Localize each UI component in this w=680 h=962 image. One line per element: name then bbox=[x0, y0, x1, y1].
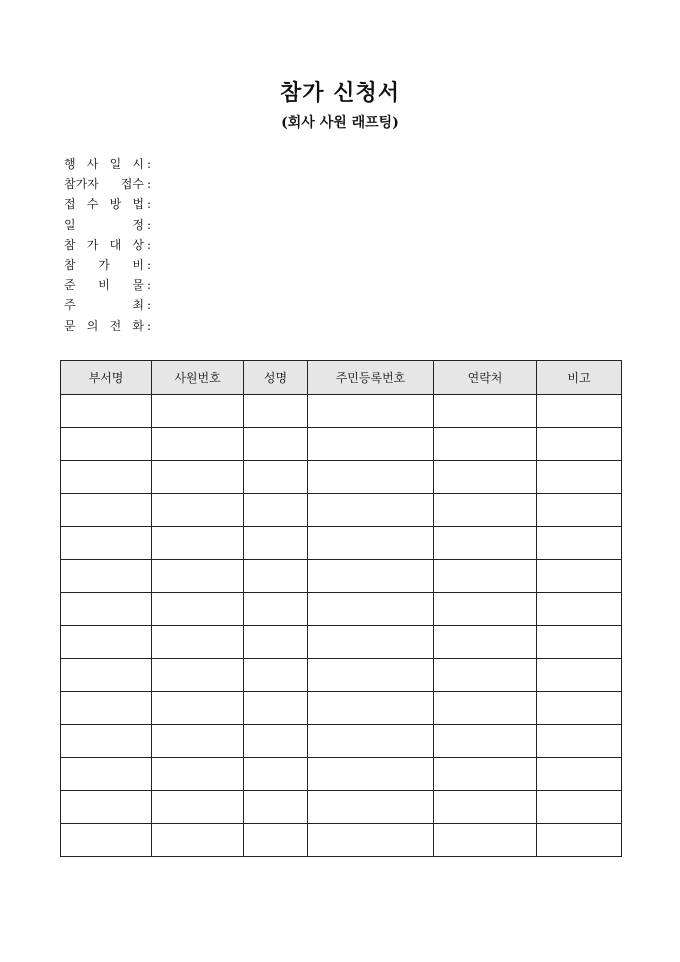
info-field bbox=[64, 174, 154, 194]
employee-number-cell[interactable] bbox=[152, 791, 244, 824]
info-field-label: 행 사 일 시 bbox=[64, 157, 144, 171]
department-cell[interactable] bbox=[61, 758, 152, 791]
resident-number-cell[interactable] bbox=[308, 692, 434, 725]
department-cell[interactable] bbox=[61, 593, 152, 626]
table-body bbox=[61, 395, 622, 857]
table-header-row bbox=[61, 361, 622, 395]
contact-cell[interactable] bbox=[434, 791, 537, 824]
info-field-label: 주 최 bbox=[64, 298, 144, 313]
table-row bbox=[61, 659, 622, 692]
info-field bbox=[64, 154, 154, 174]
remarks-cell[interactable] bbox=[537, 560, 622, 593]
table-row bbox=[61, 692, 622, 725]
resident-number-cell[interactable] bbox=[308, 659, 434, 692]
resident-number-cell[interactable] bbox=[308, 494, 434, 527]
info-field-colon: : bbox=[146, 177, 152, 192]
info-field-colon: : bbox=[146, 157, 152, 171]
department-cell[interactable] bbox=[61, 824, 152, 857]
contact-cell[interactable] bbox=[434, 692, 537, 725]
info-field-colon: : bbox=[146, 257, 152, 272]
info-field-label: 일 정 bbox=[64, 217, 144, 232]
document-title: 참가 신청서 bbox=[280, 80, 400, 106]
info-field bbox=[64, 295, 154, 315]
department-cell[interactable] bbox=[61, 560, 152, 593]
employee-number-cell[interactable] bbox=[152, 395, 244, 428]
info-field-colon: : bbox=[146, 318, 152, 333]
resident-number-cell[interactable] bbox=[308, 791, 434, 824]
info-field-colon: : bbox=[146, 197, 152, 212]
name-cell[interactable] bbox=[244, 725, 308, 758]
info-field bbox=[64, 235, 154, 255]
name-cell[interactable] bbox=[244, 560, 308, 593]
table-row bbox=[61, 395, 622, 428]
participant-table bbox=[60, 360, 622, 857]
name-cell[interactable] bbox=[244, 461, 308, 494]
name-cell[interactable] bbox=[244, 395, 308, 428]
remarks-cell[interactable] bbox=[537, 791, 622, 824]
resident-number-cell[interactable] bbox=[308, 461, 434, 494]
employee-number-cell[interactable] bbox=[152, 527, 244, 560]
name-cell[interactable] bbox=[244, 494, 308, 527]
name-cell[interactable] bbox=[244, 593, 308, 626]
employee-number-cell[interactable] bbox=[152, 692, 244, 725]
column-header-name: 성명 bbox=[244, 361, 308, 395]
remarks-cell[interactable] bbox=[537, 395, 622, 428]
remarks-cell[interactable] bbox=[537, 593, 622, 626]
table-row bbox=[61, 824, 622, 857]
remarks-cell[interactable] bbox=[537, 659, 622, 692]
info-field-label: 참가자 접수 bbox=[64, 177, 144, 192]
remarks-cell[interactable] bbox=[537, 461, 622, 494]
remarks-cell[interactable] bbox=[537, 527, 622, 560]
table-row bbox=[61, 527, 622, 560]
resident-number-cell[interactable] bbox=[308, 626, 434, 659]
contact-cell[interactable] bbox=[434, 824, 537, 857]
remarks-cell[interactable] bbox=[537, 824, 622, 857]
table-row bbox=[61, 494, 622, 527]
column-header-employee-number: 사원번호 bbox=[152, 361, 244, 395]
department-cell[interactable] bbox=[61, 494, 152, 527]
remarks-cell[interactable] bbox=[537, 626, 622, 659]
name-cell[interactable] bbox=[244, 758, 308, 791]
department-cell[interactable] bbox=[61, 725, 152, 758]
department-cell[interactable] bbox=[61, 428, 152, 461]
resident-number-cell[interactable] bbox=[308, 593, 434, 626]
table-row bbox=[61, 593, 622, 626]
name-cell[interactable] bbox=[244, 626, 308, 659]
info-field-label: 참 가 대 상 bbox=[64, 237, 144, 252]
info-field-label: 접 수 방 법 bbox=[64, 197, 144, 212]
info-field bbox=[64, 215, 154, 235]
table-row bbox=[61, 758, 622, 791]
contact-cell[interactable] bbox=[434, 626, 537, 659]
contact-cell[interactable] bbox=[434, 758, 537, 791]
contact-cell[interactable] bbox=[434, 494, 537, 527]
name-cell[interactable] bbox=[244, 659, 308, 692]
info-field-colon: : bbox=[146, 278, 152, 293]
name-cell[interactable] bbox=[244, 824, 308, 857]
column-header-remarks: 비고 bbox=[537, 361, 622, 395]
info-field-label: 준 비 물 bbox=[64, 278, 144, 293]
department-cell[interactable] bbox=[61, 461, 152, 494]
info-field-colon: : bbox=[146, 298, 152, 313]
remarks-cell[interactable] bbox=[537, 428, 622, 461]
contact-cell[interactable] bbox=[434, 461, 537, 494]
table-row bbox=[61, 560, 622, 593]
info-field-colon: : bbox=[146, 237, 152, 252]
department-cell[interactable] bbox=[61, 791, 152, 824]
employee-number-cell[interactable] bbox=[152, 758, 244, 791]
contact-cell[interactable] bbox=[434, 659, 537, 692]
resident-number-cell[interactable] bbox=[308, 824, 434, 857]
info-field-label: 문 의 전 화 bbox=[64, 318, 144, 333]
name-cell[interactable] bbox=[244, 692, 308, 725]
department-cell[interactable] bbox=[61, 659, 152, 692]
employee-number-cell[interactable] bbox=[152, 824, 244, 857]
employee-number-cell[interactable] bbox=[152, 659, 244, 692]
contact-cell[interactable] bbox=[434, 725, 537, 758]
table-row bbox=[61, 428, 622, 461]
employee-number-cell[interactable] bbox=[152, 626, 244, 659]
column-header-department: 부서명 bbox=[61, 361, 152, 395]
department-cell[interactable] bbox=[61, 626, 152, 659]
contact-cell[interactable] bbox=[434, 593, 537, 626]
table-header bbox=[61, 361, 622, 395]
contact-cell[interactable] bbox=[434, 428, 537, 461]
info-field bbox=[64, 255, 154, 275]
employee-number-cell[interactable] bbox=[152, 560, 244, 593]
resident-number-cell[interactable] bbox=[308, 527, 434, 560]
employee-number-cell[interactable] bbox=[152, 725, 244, 758]
info-field bbox=[64, 275, 154, 295]
contact-cell[interactable] bbox=[434, 527, 537, 560]
info-field-label: 참 가 비 bbox=[64, 257, 144, 272]
department-cell[interactable] bbox=[61, 692, 152, 725]
info-field-colon: : bbox=[146, 217, 152, 232]
employee-number-cell[interactable] bbox=[152, 428, 244, 461]
resident-number-cell[interactable] bbox=[308, 560, 434, 593]
employee-number-cell[interactable] bbox=[152, 593, 244, 626]
column-header-resident-number: 주민등록번호 bbox=[308, 361, 434, 395]
name-cell[interactable] bbox=[244, 527, 308, 560]
info-field bbox=[64, 194, 154, 214]
resident-number-cell[interactable] bbox=[308, 428, 434, 461]
contact-cell[interactable] bbox=[434, 560, 537, 593]
remarks-cell[interactable] bbox=[537, 758, 622, 791]
name-cell[interactable] bbox=[244, 791, 308, 824]
department-cell[interactable] bbox=[61, 395, 152, 428]
table-row bbox=[61, 626, 622, 659]
remarks-cell[interactable] bbox=[537, 692, 622, 725]
resident-number-cell[interactable] bbox=[308, 395, 434, 428]
table-row bbox=[61, 725, 622, 758]
resident-number-cell[interactable] bbox=[308, 725, 434, 758]
column-header-contact: 연락처 bbox=[434, 361, 537, 395]
table-row bbox=[61, 461, 622, 494]
contact-cell[interactable] bbox=[434, 395, 537, 428]
name-cell[interactable] bbox=[244, 428, 308, 461]
remarks-cell[interactable] bbox=[537, 494, 622, 527]
department-cell[interactable] bbox=[61, 527, 152, 560]
employee-number-cell[interactable] bbox=[152, 461, 244, 494]
resident-number-cell[interactable] bbox=[308, 758, 434, 791]
document-subtitle: (회사 사원 래프팅) bbox=[281, 115, 399, 131]
table-row bbox=[61, 791, 622, 824]
info-field bbox=[64, 316, 154, 336]
info-field-list bbox=[64, 154, 154, 336]
employee-number-cell[interactable] bbox=[152, 494, 244, 527]
remarks-cell[interactable] bbox=[537, 725, 622, 758]
